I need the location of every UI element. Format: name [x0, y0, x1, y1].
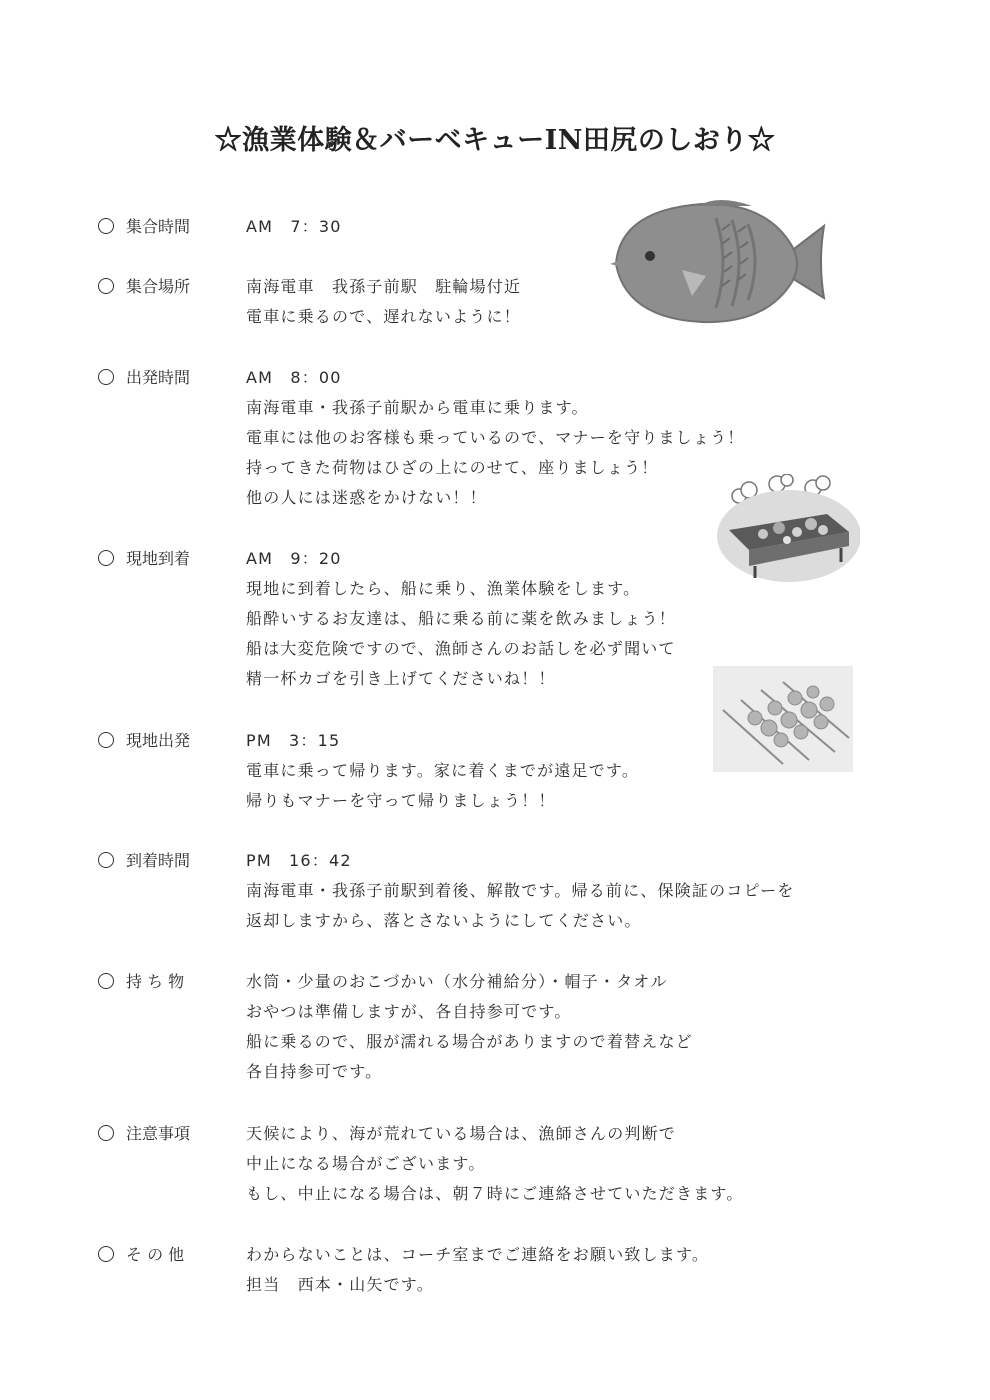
- section-line: わからないことは、コーチ室までご連絡をお願い致します。: [246, 1245, 710, 1264]
- section-line: 帰りもマナーを守って帰りましょう！！: [246, 791, 556, 810]
- circle-bullet-icon: [98, 218, 114, 234]
- fish-icon: [606, 196, 830, 330]
- section-line: 船酔いするお友達は、船に乗る前に薬を飲みましょう！: [246, 609, 677, 628]
- section-line: 現地に到着したら、船に乗り、漁業体験をします。: [246, 579, 641, 598]
- section-line: PM 16：42: [246, 851, 352, 870]
- section-label: 持 ち 物: [126, 972, 185, 991]
- circle-bullet-icon: [98, 1246, 114, 1262]
- section-line: 担当 西本・山矢です。: [246, 1275, 434, 1294]
- circle-bullet-icon: [98, 1125, 114, 1141]
- section-line: 天候により、海が荒れている場合は、漁師さんの判断で: [246, 1124, 677, 1143]
- bbq-grill-icon: [715, 474, 860, 584]
- page-title: ☆漁業体験＆バーベキューIN田尻のしおり☆: [214, 125, 776, 156]
- section-label: 出発時間: [126, 368, 191, 387]
- skewers-icon: [713, 666, 853, 772]
- section-line: もし、中止になる場合は、朝７時にご連絡させていただきます。: [246, 1184, 744, 1203]
- circle-bullet-icon: [98, 852, 114, 868]
- section-line: AM 7：30: [246, 217, 342, 236]
- section-line: 電車に乗って帰ります。家に着くまでが遠足です。: [246, 761, 640, 780]
- section-line: 中止になる場合がございます。: [246, 1154, 486, 1173]
- circle-bullet-icon: [98, 550, 114, 566]
- circle-bullet-icon: [98, 369, 114, 385]
- section-line: 南海電車 我孫子前駅 駐輪場付近: [246, 277, 522, 296]
- section-line: 返却しますから、落とさないようにしてください。: [246, 911, 642, 930]
- section-label: 現地出発: [126, 731, 191, 750]
- section-line: 水筒・少量のおこづかい（水分補給分）・帽子・タオル: [246, 972, 668, 991]
- circle-bullet-icon: [98, 278, 114, 294]
- circle-bullet-icon: [98, 732, 114, 748]
- section-label: 注意事項: [126, 1124, 191, 1143]
- section-line: 電車に乗るので、遅れないように！: [246, 307, 521, 326]
- section-line: 精一杯カゴを引き上げてくださいね！！: [246, 669, 556, 688]
- section-label: そ の 他: [126, 1245, 185, 1264]
- section-line: おやつは準備しますが、各自持参可です。: [246, 1002, 572, 1021]
- section-line: 他の人には迷惑をかけない！！: [246, 488, 487, 507]
- circle-bullet-icon: [98, 973, 114, 989]
- section-label: 到着時間: [126, 851, 191, 870]
- section-label: 現地到着: [126, 549, 191, 568]
- section-line: 各自持参可です。: [246, 1062, 383, 1081]
- section-line: AM 9：20: [246, 549, 342, 568]
- section-label: 集合場所: [126, 277, 191, 296]
- section-line: 電車には他のお客様も乗っているので、マナーを守りましょう！: [246, 428, 745, 447]
- section-line: 船に乗るので、服が濡れる場合がありますので着替えなど: [246, 1032, 693, 1051]
- section-line: PM 3：15: [246, 731, 341, 750]
- section-line: 船は大変危険ですので、漁師さんのお話しを必ず聞いて: [246, 639, 676, 658]
- section-line: 南海電車・我孫子前駅から電車に乗ります。: [246, 398, 589, 417]
- section-line: AM 8：00: [246, 368, 342, 387]
- section-line: 南海電車・我孫子前駅到着後、解散です。帰る前に、保険証のコピーを: [246, 881, 795, 900]
- section-line: 持ってきた荷物はひざの上にのせて、座りましょう！: [246, 458, 659, 477]
- section-label: 集合時間: [126, 217, 191, 236]
